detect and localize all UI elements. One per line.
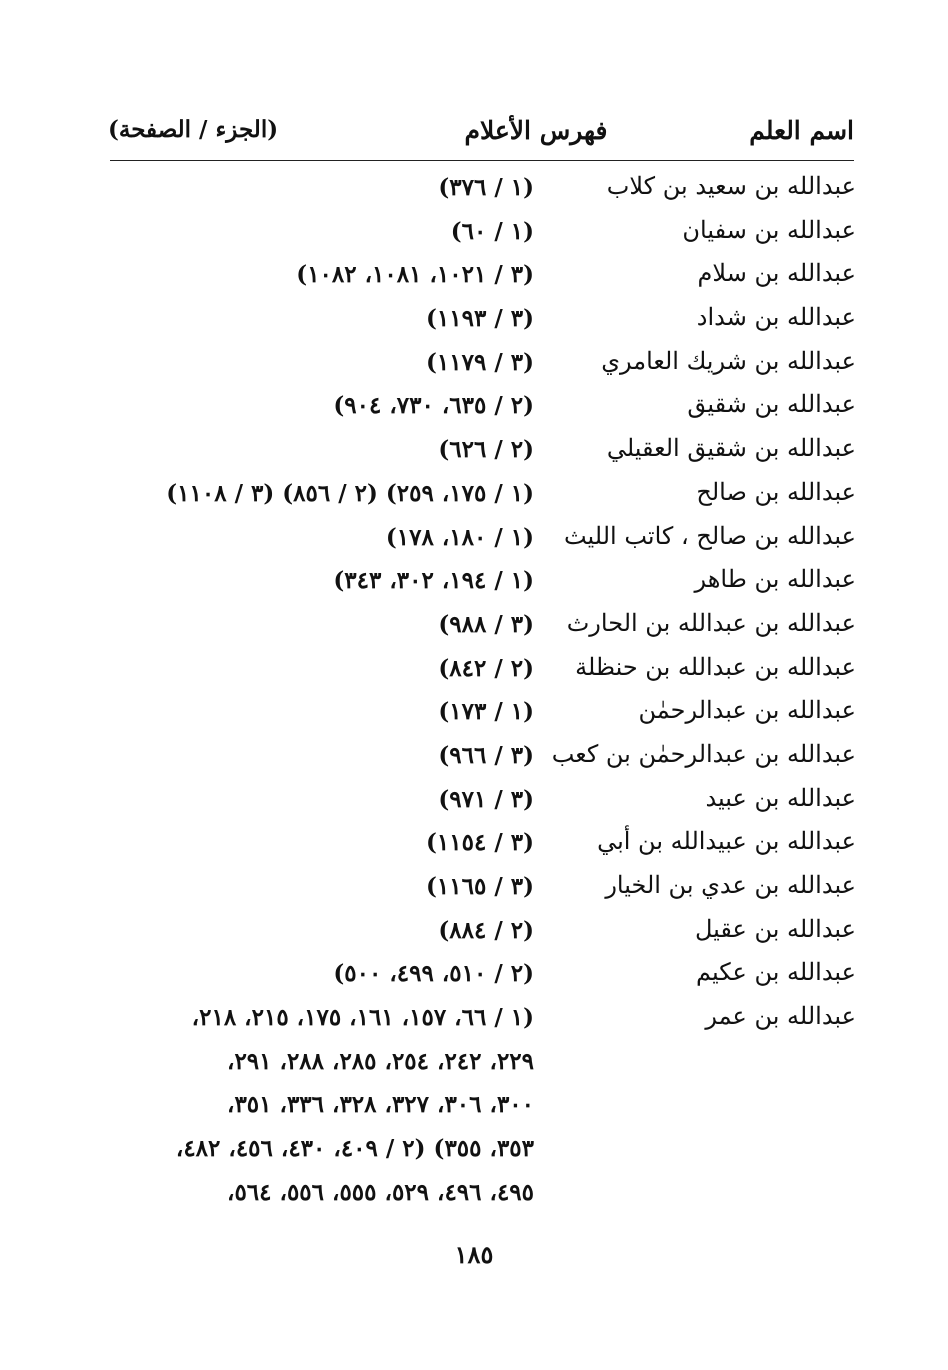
entry-name: عبدالله بن عقيل — [694, 914, 856, 943]
index-entry — [110, 520, 856, 564]
entry-name: عبدالله بن صالح — [696, 477, 856, 506]
entry-references: (٢ / ٥١٠، ٤٩٩، ٥٠٠) — [333, 960, 534, 988]
index-entry — [110, 301, 856, 345]
index-entry — [110, 825, 856, 869]
index-entry — [110, 214, 856, 258]
entry-references: (١ / ١٧٣) — [438, 698, 534, 726]
entry-name: عبدالله بن طاهر — [694, 565, 856, 594]
entry-name: عبدالله بن عبيد — [705, 783, 856, 812]
index-entry — [110, 563, 856, 607]
entry-references: (١ / ٦٠) — [450, 217, 534, 245]
index-entry — [110, 1000, 856, 1044]
entry-name: عبدالله بن عدي بن الخيار — [605, 871, 856, 899]
entry-references: (١ / ٣٧٦) — [438, 174, 534, 201]
entry-references: (٣ / ١٠٢١، ١٠٨١، ١٠٨٢) — [296, 261, 534, 289]
index-entry-continuation — [110, 1175, 856, 1219]
entry-name: عبدالله بن شقيق — [687, 390, 856, 419]
index-entry-continuation — [110, 1131, 856, 1175]
index-entry — [110, 345, 856, 389]
index-entry-continuation — [110, 1087, 856, 1131]
index-entry — [110, 432, 856, 476]
index-entry-continuation — [110, 1044, 856, 1088]
entry-name: عبدالله بن عبدالله بن الحارث — [566, 608, 856, 637]
entry-name: عبدالله بن عبدالرحمٰن — [638, 696, 856, 725]
entry-name: عبدالله بن سعيد بن كلاب — [606, 172, 856, 200]
name-column-heading: اسم العلم — [749, 116, 854, 145]
reference-column-heading: (الجزء / الصفحة) — [108, 116, 279, 143]
page-title: فهرس الأعلام — [464, 116, 608, 145]
entry-name: عبدالله بن عبدالله بن حنظلة — [575, 652, 856, 681]
index-entry — [110, 738, 856, 782]
index-entry — [110, 607, 856, 651]
entry-references: (٢ / ٨٤٢) — [438, 654, 534, 682]
page-number: ١٨٥ — [454, 1240, 494, 1269]
entry-references: (٢ / ٦٣٥، ٧٣٠، ٩٠٤) — [333, 392, 534, 420]
entry-name: عبدالله بن سلام — [697, 259, 856, 288]
entry-references: (٣ / ١١٥٤) — [426, 829, 534, 857]
entry-references: (١ / ١٧٥، ٢٥٩) (٢ / ٨٥٦) (٣ / ١١٠٨) — [166, 479, 534, 507]
entry-references: ٢٢٩، ٢٤٢، ٢٥٤، ٢٨٥، ٢٨٨، ٢٩١، — [227, 1047, 534, 1075]
entry-name: عبدالله بن صالح ، كاتب الليث — [563, 521, 856, 550]
entry-name: عبدالله بن عبيدالله بن أبي — [597, 827, 856, 856]
index-entry — [110, 257, 856, 301]
entry-references: ٤٩٥، ٤٩٦، ٥٢٩، ٥٥٥، ٥٥٦، ٥٦٤، — [227, 1178, 534, 1206]
entry-references: (٢ / ٦٢٦) — [438, 436, 534, 464]
index-entry — [110, 388, 856, 432]
entry-references: ٣٠٠، ٣٠٦، ٣٢٧، ٣٢٨، ٣٣٦، ٣٥١، — [227, 1091, 534, 1119]
index-header — [108, 116, 854, 156]
index-entry — [110, 869, 856, 913]
entry-references: (١ / ١٩٤، ٣٠٢، ٣٤٣) — [333, 567, 534, 595]
entry-name: عبدالله بن شقيق العقيلي — [606, 434, 856, 463]
entry-name: عبدالله بن شريك العامري — [601, 346, 856, 375]
entry-references: ٣٥٣، ٣٥٥) (٢ / ٤٠٩، ٤٣٠، ٤٥٦، ٤٨٢، — [175, 1135, 534, 1163]
entry-references: (١ / ١٨٠، ١٧٨) — [385, 523, 534, 551]
index-entry — [110, 170, 856, 214]
index-entry — [110, 913, 856, 957]
entry-name: عبدالله بن عكيم — [696, 958, 856, 987]
entry-references: (٣ / ١١٦٥) — [426, 873, 534, 900]
entry-name: عبدالله بن شداد — [696, 303, 856, 332]
entry-references: (٣ / ٩٨٨) — [438, 610, 534, 638]
index-entry — [110, 782, 856, 826]
entry-name: عبدالله بن عمر — [705, 1002, 856, 1031]
index-entry — [110, 476, 856, 520]
entry-references: (٣ / ١١٩٣) — [426, 305, 534, 333]
entry-references: (٣ / ٩٧١) — [438, 785, 534, 813]
entry-name: عبدالله بن سفيان — [682, 215, 856, 244]
index-entries — [110, 170, 856, 1219]
index-entry — [110, 694, 856, 738]
entry-references: (٣ / ٩٦٦) — [438, 741, 534, 769]
entry-references: (٣ / ١١٧٩) — [426, 348, 534, 376]
entry-name: عبدالله بن عبدالرحمٰن بن كعب — [551, 739, 856, 768]
entry-references: (٢ / ٨٨٤) — [438, 916, 534, 944]
header-divider — [110, 160, 854, 161]
index-entry — [110, 956, 856, 1000]
index-entry — [110, 651, 856, 695]
entry-references: (١ / ٦٦، ١٥٧، ١٦١، ١٧٥، ٢١٥، ٢١٨، — [191, 1004, 534, 1032]
